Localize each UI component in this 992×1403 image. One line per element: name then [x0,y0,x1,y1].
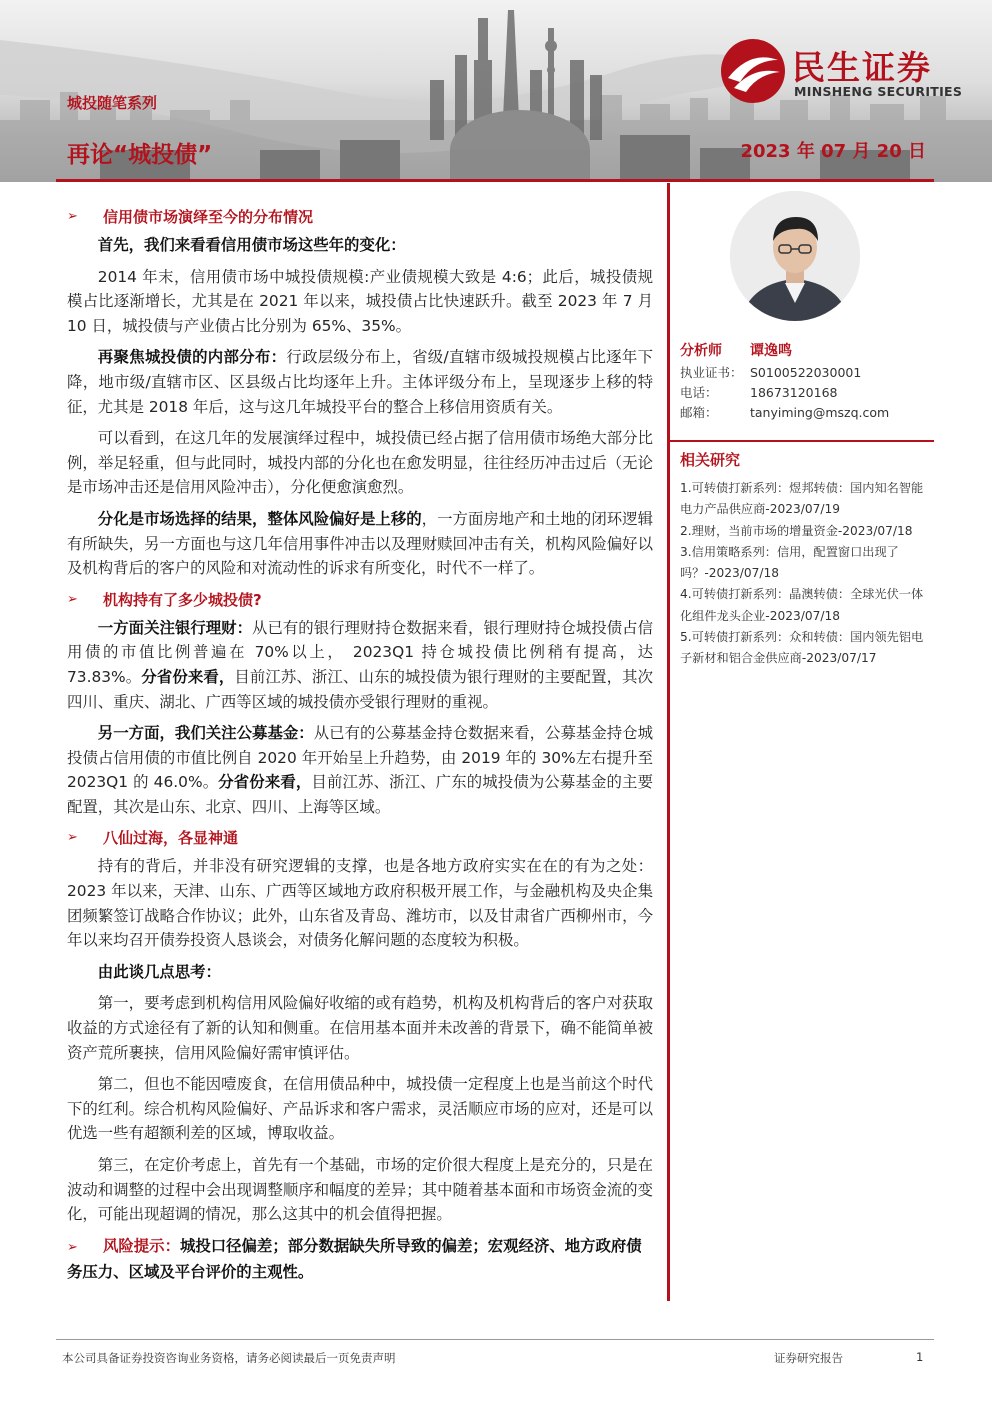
paragraph: 持有的背后，并非没有研究逻辑的支撑，也是各地方政府实实在在的有为之处：2023 年以来，天津、山东、广西等区域地方政府积极开展工作，与金融机构及央企集团频繁签订战略合作协议；此外，山东省及青岛、潍坊市，以及甘肃省广西柳州市，今年以来均召开债券投资人恳谈会，对债务化解问题的态度较为积极。 [67,857,653,950]
footer-divider [56,1339,934,1340]
company-logo [720,38,970,106]
paragraph: 分化是市场选择的结果，整体风险偏好是上移的，一方面房地产和土地的闭环逻辑有所缺失，另一方面也与这几年信用事件冲击以及理财赎回冲击有关，机构风险偏好以及机构背后的客户的风险和对流动性的诉求有所变化，时代不一样了。 [67,509,653,578]
sidebar-divider [670,440,934,442]
column-divider [667,183,670,1301]
section-heading: ➢ 八仙过海，各显神通 [67,826,653,850]
report-header [0,0,992,182]
company-name-cn: 民生证券 [792,48,932,87]
report-date: 2023 年 07 月 20 日 [740,141,926,162]
company-logo-icon [720,38,786,104]
analyst-portrait-icon [730,191,860,321]
analyst-cert: 执业证书： S0100522030001 [680,365,862,380]
risk-warning: ➢ 风险提示：城投口径偏差；部分数据缺失所导致的偏差；宏观经济、地方政府债务压力、区域及平台评价的主观性。 [67,1236,642,1282]
analyst-name: 谭逸鸣 [750,343,792,359]
related-research [680,449,934,670]
paragraph: 2014 年末，信用债市场中城投债规模:产业债规模大致是 4:6；此后，城投债规模占比逐渐增长，尤其是在 2021 年以来，城投债占比快速跃升。截至 2023 年 7 月 10 日，城投债与产业债占比分别为 65%、35%。 [67,267,653,335]
main-content [67,205,653,1285]
page-number: 1 [916,1350,924,1364]
paragraph: 再聚焦城投债的内部分布：行政层级分布上，省级/直辖市级城投规模占比逐年下降，地市级/直辖市区、区县级占比均逐年上升。主体评级分布上，呈现逐步上移的特征，尤其是 2018 年后，这与这几年城投平台的整合上移信用资质有关。 [67,348,653,416]
analyst-info [680,341,934,423]
company-name-en: MINSHENG SECURITIES [794,84,963,99]
paragraph: 另一方面，我们关注公募基金：从已有的公募基金持仓数据来看，公募基金持仓城投债占信用债的市值比例自 2020 年开始呈上升趋势，由 2019 年的 30%左右提升至 2023Q1 的 46.0%。分省份来看，目前江苏、浙江、广东的城投债为公募基金的主要配置，其次是山东、北京、四川、上海等区域。 [67,724,653,816]
paragraph: 首先，我们来看看信用债市场这些年的变化： [97,236,406,254]
related-item[interactable]: 1.可转债打新系列：煜邦转债：国内知名智能电力产品供应商-2023/07/19 [680,481,924,517]
related-item[interactable]: 5.可转债打新系列：众和转债：国内领先铝电子新材和铝合金供应商-2023/07/17 [680,630,924,666]
analyst-photo [730,191,860,321]
paragraph: 第二，但也不能因噎废食，在信用债品种中，城投债一定程度上也是当前这个时代下的红利。综合机构风险偏好、产品诉求和客户需求，灵活顺应市场的应对，还是可以优选一些有超额利差的区域，博取收益。 [67,1075,653,1143]
arrow-bullet-icon: ➢ [67,1239,78,1255]
arrow-bullet-icon: ➢ [67,830,78,846]
paragraph: 可以看到，在这几年的发展演绎过程中，城投债已经占据了信用债市场绝大部分比例，举足轻重，但与此同时，城投内部的分化也在愈发明显，往往经历冲击过后（无论是市场冲击还是信用风险冲击），分化便愈演愈烈。 [67,429,653,497]
related-item[interactable]: 4.可转债打新系列：晶澳转债：全球光伏一体化组件龙头企业-2023/07/18 [680,587,924,623]
arrow-bullet-icon: ➢ [67,591,78,607]
section-heading: ➢ 信用债市场演绎至今的分布情况 [67,205,653,229]
paragraph: 一方面关注银行理财：从已有的银行理财持仓数据来看，银行理财持仓城投债占信用债的市值比例普遍在 70%以上， 2023Q1 持仓城投债比例稍有提高，达 73.83%。分省份来看，目前江苏、浙江、山东的城投债为银行理财的主要配置，其次四川、重庆、湖北、广西等区域的城投债亦受银行理财的重视。 [67,618,653,711]
analyst-email: 邮箱： tanyiming@mszq.com [680,405,890,420]
paragraph: 第三，在定价考虑上，首先有一个基础，市场的定价很大程度上是充分的，只是在波动和调整的过程中会出现调整顺序和幅度的差异；其中随着基本面和市场资金流的变化，可能出现超调的情况，那么这其中的机会值得把握。 [67,1156,653,1224]
header-divider [56,179,934,182]
paragraph: 由此谈几点思考： [97,962,221,981]
footer-disclaimer: 本公司具备证券投资咨询业务资格，请务必阅读最后一页免责声明 [62,1351,396,1365]
analyst-header: 分析师 谭逸鸣 [680,343,792,359]
related-item[interactable]: 2.理财，当前市场的增量资金-2023/07/18 [680,523,913,538]
section-heading: ➢ 机构持有了多少城投债? [67,588,653,612]
report-series: 城投随笔系列 [67,94,158,112]
footer-report-type: 证券研究报告 [774,1351,843,1365]
related-research-title: 相关研究 [680,451,741,469]
analyst-phone: 电话： 18673120168 [680,385,838,400]
paragraph: 第一，要考虑到机构信用风险偏好收缩的或有趋势，机构及机构背后的客户对获取收益的方式途径有了新的认知和侧重。在信用基本面并未改善的背景下，确不能简单被资产荒所裹挟，信用风险偏好需审慎评估。 [67,994,653,1062]
report-title: 再论“城投债” [67,142,213,168]
arrow-bullet-icon: ➢ [67,209,78,224]
related-item[interactable]: 3.信用策略系列：信用，配置窗口出现了吗？-2023/07/18 [680,544,899,581]
